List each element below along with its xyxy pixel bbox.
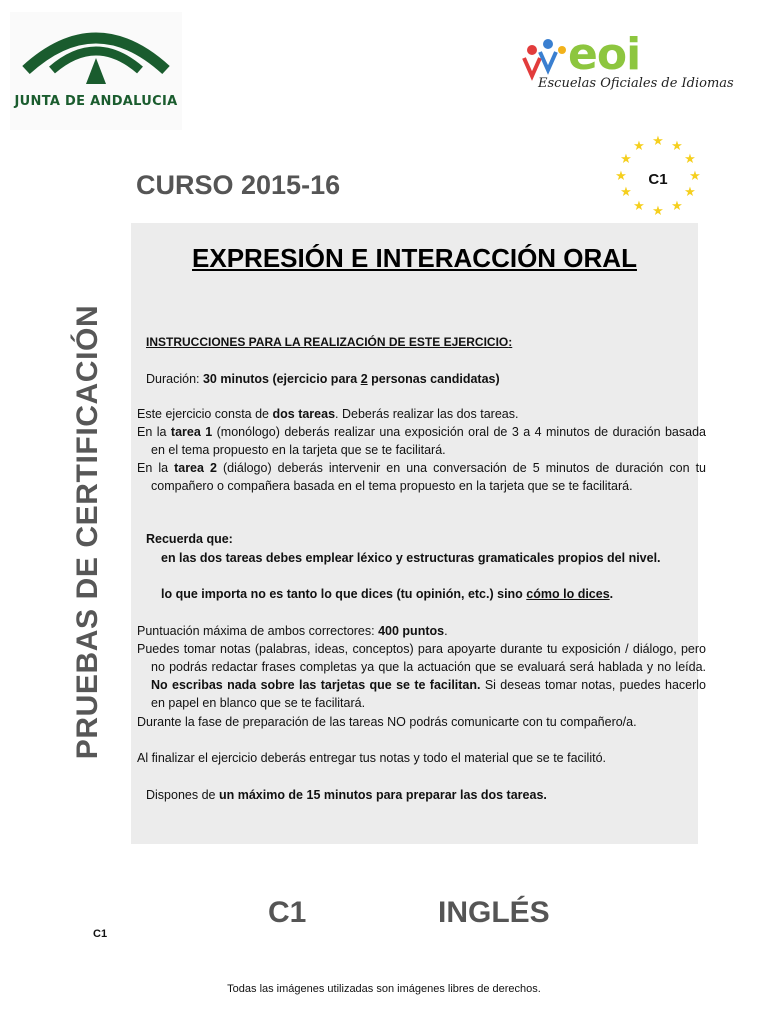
task2-description: En la tarea 2 (diálogo) deberás intervenir en una conversación de 5 minutos de duración con tu compañero o compañera basada en el tema propuesto en la tarjeta que se te facilitará. [137, 461, 706, 493]
small-level-label: C1 [93, 928, 108, 940]
svg-text:★: ★ [684, 184, 696, 199]
tasks-intro: Este ejercicio consta de dos tareas. Deberás realizar las dos tareas. [137, 407, 519, 421]
svg-text:★: ★ [671, 198, 683, 213]
duration-line: Duración: 30 minutos (ejercicio para 2 personas candidatas) [146, 372, 500, 386]
svg-text:★: ★ [615, 168, 627, 183]
remember-line-1: en las dos tareas debes emplear léxico y estructuras gramaticales propios del nivel. [161, 551, 661, 565]
svg-text:★: ★ [620, 151, 632, 166]
svg-text:★: ★ [671, 138, 683, 153]
eoi-logo-subtitle: Escuelas Oficiales de Idiomas [538, 76, 734, 91]
junta-andalucia-logo [10, 12, 182, 130]
score-line: Puntuación máxima de ambos correctores: 400 puntos. [137, 624, 448, 638]
svg-text:★: ★ [684, 151, 696, 166]
junta-logo-text: JUNTA DE ANDALUCIA [14, 94, 178, 109]
svg-text:★: ★ [633, 198, 645, 213]
level-label: C1 [268, 896, 307, 929]
stars-level-label: C1 [648, 171, 668, 188]
remember-heading: Recuerda que: [146, 532, 233, 546]
available-time-line: Dispones de un máximo de 15 minutos para preparar las dos tareas. [146, 788, 547, 802]
language-label: INGLÉS [438, 896, 550, 929]
svg-text:★: ★ [689, 168, 701, 183]
svg-text:★: ★ [620, 184, 632, 199]
task1-description: En la tarea 1 (monólogo) deberás realizar una exposición oral de 3 a 4 minutos de duración basada en el tema propuesto en la tarjeta que se te facilitará. [137, 425, 706, 457]
svg-text:★: ★ [633, 138, 645, 153]
final-paragraph: Al finalizar el ejercicio deberás entregar tus notas y todo el material que se te facilitó. [137, 751, 606, 765]
notes-paragraph: Puedes tomar notas (palabras, ideas, conceptos) para apoyarte durante tu exposición / diálogo, pero no podrás redactar frases completas ya que la actuación que se evaluará será hablada y no leída. No escribas nada sobre las tarjetas que se te facilitan. Si deseas tomar notas, puedes hacerlo en papel en blanco que se te facilitará. [137, 642, 706, 710]
side-title: PRUEBAS DE CERTIFICACIÓN [71, 304, 104, 760]
instructions-panel [131, 223, 706, 844]
footer-note: Todas las imágenes utilizadas son imágenes libres de derechos. [227, 983, 541, 995]
instructions-heading: INSTRUCCIONES PARA LA REALIZACIÓN DE ESTE EJERCICIO: [146, 335, 513, 349]
remember-line-2: lo que importa no es tanto lo que dices (tu opinión, etc.) sino cómo lo dices. [161, 587, 614, 601]
junta-arch-icon [10, 12, 182, 130]
eoi-logo-word: eoi [568, 29, 641, 80]
svg-text:★: ★ [652, 203, 664, 218]
course-title: CURSO 2015-16 [136, 170, 341, 200]
svg-text:★: ★ [652, 133, 664, 148]
preparation-paragraph: Durante la fase de preparación de las tareas NO podrás comunicarte con tu compañero/a. [137, 715, 637, 729]
panel-title: EXPRESIÓN E INTERACCIÓN ORAL [192, 243, 637, 273]
